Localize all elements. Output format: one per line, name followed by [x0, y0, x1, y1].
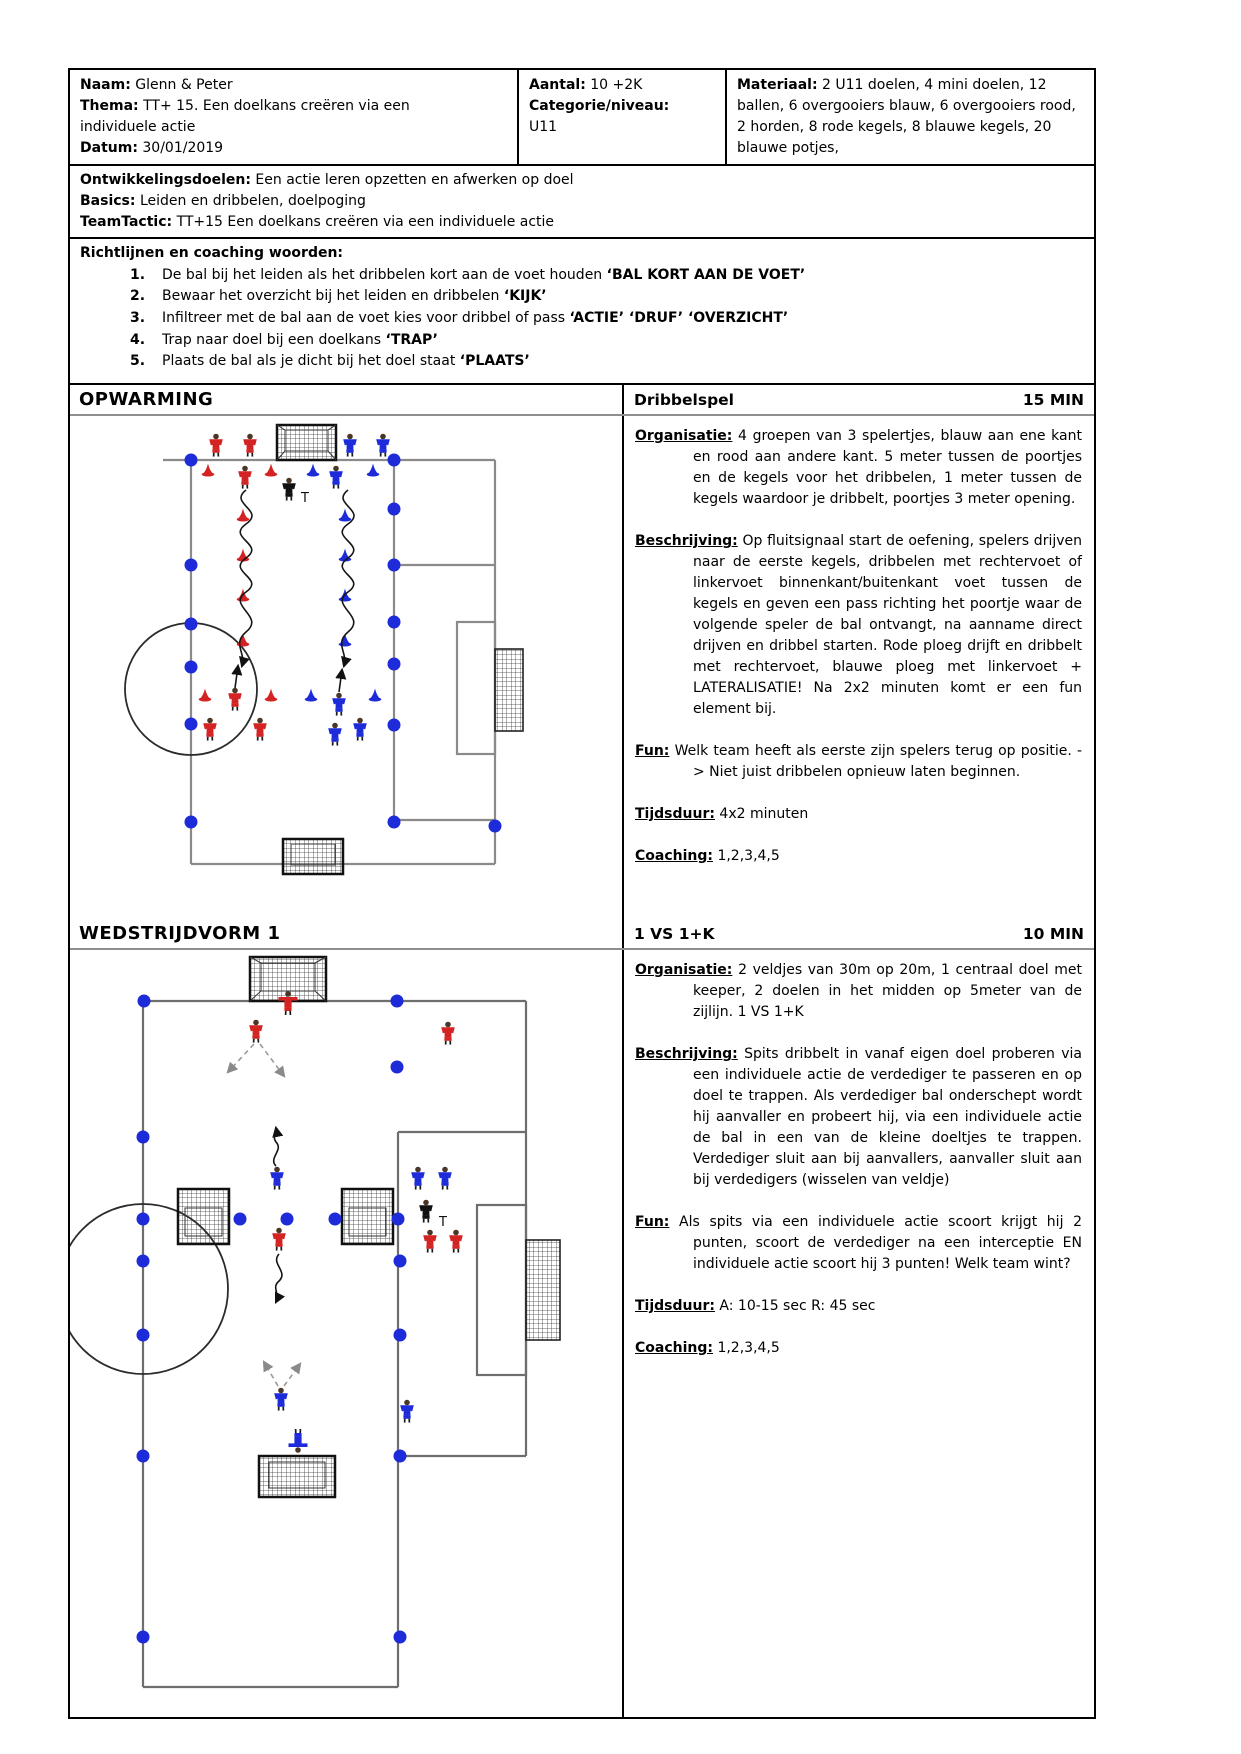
player-icon-red — [209, 434, 223, 457]
paragraph-label: Fun: — [635, 743, 670, 760]
blue-dot — [489, 820, 502, 833]
basics-value: Leiden en dribbelen, doelpoging — [139, 193, 366, 209]
blue-dot — [388, 454, 401, 467]
fun-paragraph — [635, 741, 1082, 783]
tijdsduur-paragraph — [635, 1296, 1082, 1317]
cone-icon — [305, 689, 318, 702]
training-plan-table — [68, 68, 1096, 1719]
section-header-opwarming — [70, 385, 1094, 416]
ontwikkelingsdoelen-line — [80, 170, 1084, 191]
aantal-value: 10 +2K — [590, 77, 643, 93]
categorie-value-line — [529, 117, 715, 138]
cone-icon — [367, 464, 380, 477]
organisatie-paragraph — [635, 426, 1082, 510]
opwarming-field-diagram — [70, 416, 622, 919]
side-goal-net — [495, 649, 523, 731]
blue-dot — [388, 503, 401, 516]
guidelines-title: Richtlijnen en coaching woorden: — [80, 245, 344, 261]
paragraph-text: 2 veldjes van 30m op 20m, 1 centraal doel met keeper, 2 doelen in het midden op 5meter van de zijlijn. 1 VS 1+K — [693, 962, 1083, 1021]
players — [203, 434, 390, 746]
mini-goal-right — [342, 1189, 393, 1244]
basics-line — [80, 191, 1084, 212]
guideline-text — [162, 265, 805, 287]
teamtactic-line — [80, 212, 1084, 233]
blue-dot — [137, 1450, 150, 1463]
beschrijving-paragraph — [635, 531, 1082, 720]
guideline-item — [130, 351, 1084, 373]
player-icon-blue — [270, 1167, 284, 1190]
dribble-paths — [235, 490, 354, 692]
cone-icon — [307, 464, 320, 477]
player-icon-blue — [329, 466, 343, 489]
aantal-line — [529, 75, 715, 96]
paragraph-label: Coaching: — [635, 848, 713, 865]
cone-icon — [199, 689, 212, 702]
cone-icon — [237, 509, 250, 522]
guideline-text — [162, 351, 530, 373]
categorie-label-line — [529, 96, 715, 117]
player-icon-blue — [343, 434, 357, 457]
paragraph-label: Organisatie: — [635, 428, 733, 445]
guideline-keyword: ‘TRAP’ — [385, 331, 438, 348]
guideline-keyword: ‘PLAATS’ — [459, 353, 530, 370]
trainer-label: T — [301, 491, 309, 507]
paragraph-text: 1,2,3,4,5 — [717, 848, 780, 865]
player-icon-red — [423, 1230, 437, 1253]
exercise-name: 1 VS 1+K — [634, 924, 715, 943]
guideline-body: Bewaar het overzicht bij het leiden en dribbelen — [162, 288, 504, 305]
guideline-item — [130, 286, 1084, 308]
datum-value: 30/01/2019 — [142, 140, 224, 156]
blue-dot — [137, 1329, 150, 1342]
paragraph-text: Welk team heeft als eerste zijn spelers terug op positie. -> Niet juist dribbelen opnieuw laten beginnen. — [674, 743, 1082, 781]
info-cell-count-category — [519, 70, 727, 164]
section-header-wedstrijdvorm — [70, 919, 1094, 950]
blue-dot — [185, 718, 198, 731]
player-icon-blue — [274, 1388, 288, 1411]
opwarming-diagram-cell — [70, 416, 624, 919]
player-icon-blue — [411, 1167, 425, 1190]
player-icon-red — [441, 1022, 455, 1045]
guideline-text — [162, 286, 547, 308]
goals-row — [70, 166, 1094, 239]
thema-label: Thema: — [80, 98, 139, 114]
player-icon-red — [249, 1020, 263, 1043]
bottom-goal — [283, 839, 343, 874]
blue-dot — [388, 719, 401, 732]
field-lines — [70, 1001, 526, 1687]
exercise-duration: 10 MIN — [1022, 924, 1084, 943]
paragraph-text: Op fluitsignaal start de oefening, spelers drijven naar de eerste kegels, dribbelen met rechtervoet of linkervoet binnenkant/buitenkant voet tussen de kegels en geven een pass richting het poortje waar de volgende speler de bal ontvangt, na aanname direct drijven en dribbel starten. Rode ploeg drijft en dribbelt met rechtervoet, blauwe ploeg met linkervoet + LATERALISATIE! Na 2x2 minuten komt er een fun element bij. — [693, 533, 1082, 718]
blue-dot — [137, 1255, 150, 1268]
paragraph-label: Beschrijving: — [635, 533, 738, 550]
blue-dot — [392, 1213, 405, 1226]
datum-label: Datum: — [80, 140, 138, 156]
paragraph-text: 4x2 minuten — [719, 806, 809, 823]
blue-dot — [329, 1213, 342, 1226]
paragraph-label: Coaching: — [635, 1340, 713, 1357]
organisatie-paragraph — [635, 960, 1082, 1023]
section-body-opwarming — [70, 416, 1094, 919]
player-icon-red — [238, 466, 252, 489]
paragraph-label: Tijdsduur: — [635, 806, 715, 823]
guideline-body: Trap naar doel bij een doelkans — [162, 331, 386, 348]
player-icon-blue — [376, 434, 390, 457]
materiaal-line — [737, 75, 1084, 159]
side-goal-net — [526, 1240, 560, 1340]
blue-dot — [185, 618, 198, 631]
blue-dot — [137, 1131, 150, 1144]
blue-dot — [394, 1255, 407, 1268]
blue-dot — [388, 616, 401, 629]
categorie-value: U11 — [529, 119, 558, 135]
cone-icon — [202, 464, 215, 477]
teamtactic-label: TeamTactic: — [80, 214, 173, 230]
cone-icon — [265, 689, 278, 702]
coaching-paragraph — [635, 1338, 1082, 1359]
guideline-number: 1. — [130, 266, 146, 283]
player-icon-red — [243, 434, 257, 457]
wedstrijdvorm-diagram-cell — [70, 950, 624, 1717]
categorie-label: Categorie/niveau: — [529, 98, 670, 114]
trainer-label: T — [439, 1215, 447, 1231]
blue-dot — [391, 1061, 404, 1074]
red-cones — [199, 464, 278, 702]
blue-dot — [138, 995, 151, 1008]
field-lines — [125, 460, 495, 864]
blue-dot — [234, 1213, 247, 1226]
section-title: WEDSTRIJDVORM 1 — [70, 919, 624, 948]
materiaal-value: 2 U11 doelen, 4 mini doelen, 12 ballen, 6 overgooiers blauw, 6 overgooiers rood, 2 horden, 8 rode kegels, 8 blauwe kegels, 20 blauwe potjes, — [737, 77, 1076, 156]
exercise-duration: 15 MIN — [1022, 390, 1084, 409]
guideline-keyword: ‘BAL KORT AAN DE VOET’ — [606, 266, 806, 283]
paragraph-text: A: 10-15 sec R: 45 sec — [719, 1298, 876, 1315]
bottom-goal — [259, 1456, 335, 1497]
beschrijving-paragraph — [635, 1044, 1082, 1191]
player-icon-red — [449, 1230, 463, 1253]
blue-dot — [394, 1450, 407, 1463]
guideline-number: 3. — [130, 310, 146, 327]
blue-dot — [185, 661, 198, 674]
blue-dot — [394, 1329, 407, 1342]
player-icon-red — [228, 688, 242, 711]
guideline-keyword: ‘KIJK’ — [503, 288, 547, 305]
guideline-text — [162, 330, 438, 352]
info-cell-name-theme-date — [70, 70, 519, 164]
blue-dot — [388, 658, 401, 671]
naam-value: Glenn & Peter — [135, 77, 233, 93]
tijdsduur-paragraph — [635, 804, 1082, 825]
blue-dot — [185, 559, 198, 572]
aantal-label: Aantal: — [529, 77, 586, 93]
guideline-text — [162, 308, 788, 330]
blue-dot — [137, 1631, 150, 1644]
guideline-item — [130, 308, 1084, 330]
exercise-name: Dribbelspel — [634, 390, 734, 409]
wedstrijdvorm-text-cell — [624, 950, 1094, 1717]
guideline-number: 4. — [130, 331, 146, 348]
paragraph-label: Beschrijving: — [635, 1046, 738, 1063]
datum-line — [80, 138, 447, 159]
coaching-paragraph — [635, 846, 1082, 867]
player-icon-blue — [400, 1400, 414, 1423]
info-cell-material — [727, 70, 1094, 164]
player-icon-blue — [332, 693, 346, 716]
blue-dot — [185, 454, 198, 467]
thema-line — [80, 96, 447, 138]
guideline-body: Plaats de bal als je dicht bij het doel staat — [162, 353, 460, 370]
cone-icon — [265, 464, 278, 477]
blue-potjes-dots — [137, 995, 407, 1644]
cone-icon — [339, 509, 352, 522]
guideline-item — [130, 330, 1084, 352]
paragraph-text: 1,2,3,4,5 — [717, 1340, 780, 1357]
section-body-wedstrijdvorm — [70, 950, 1094, 1717]
player-icon-red — [272, 1228, 286, 1251]
goalkeeper-icon-blue — [289, 1429, 308, 1453]
penalty-box — [477, 1205, 526, 1375]
ontwikkelingsdoelen-value: Een actie leren opzetten en afwerken op doel — [255, 172, 574, 188]
naam-line — [80, 75, 447, 96]
player-icon-blue — [438, 1167, 452, 1190]
paragraph-text: Als spits via een individuele actie scoort krijgt hij 2 punten, scoort de verdediger na een interceptie EN individuele actie scoort hij 3 punten! Welk team wint? — [679, 1214, 1083, 1273]
section-subheader — [624, 385, 1094, 414]
ontwikkelingsdoelen-label: Ontwikkelingsdoelen: — [80, 172, 251, 188]
trainer-icon — [282, 478, 296, 501]
mini-goal-left — [178, 1189, 229, 1244]
guideline-number: 2. — [130, 288, 146, 305]
guideline-body: De bal bij het leiden als het dribbelen kort aan de voet houden — [162, 266, 607, 283]
thema-value: TT+ 15. Een doelkans creëren via een individuele actie — [80, 98, 410, 135]
fun-paragraph — [635, 1212, 1082, 1275]
blue-dot — [137, 1213, 150, 1226]
guideline-body: Infiltreer met de bal aan de voet kies voor dribbel of pass — [162, 310, 570, 327]
paragraph-text: Spits dribbelt in vanaf eigen doel proberen via een individuele actie de verdediger te passeren en op doel te trappen. Als verdediger bal onderschept wordt hij aanvaller en probeert hij, via een individuele actie de bal in een van de kleine doeltjes te trappen. Verdediger sluit aan bij aanvallers, aanvaller sluit aan bij verdedigers (wisselen van veldje) — [693, 1046, 1083, 1189]
blue-dot — [394, 1631, 407, 1644]
paragraph-label: Fun: — [635, 1214, 670, 1231]
player-icon-red — [203, 718, 217, 741]
basics-label: Basics: — [80, 193, 136, 209]
blue-dot — [185, 816, 198, 829]
blue-dot — [281, 1213, 294, 1226]
section-title: OPWARMING — [70, 385, 624, 414]
player-icon-blue — [328, 723, 342, 746]
blue-dot — [388, 559, 401, 572]
teamtactic-value: TT+15 Een doelkans creëren via een individuele actie — [176, 214, 555, 230]
wedstrijdvorm-field-diagram — [70, 950, 622, 1715]
info-header-row — [70, 70, 1094, 166]
cone-icon — [369, 689, 382, 702]
guideline-keyword: ‘ACTIE’ ‘DRUF’ ‘OVERZICHT’ — [569, 310, 789, 327]
paragraph-text: 4 groepen van 3 spelertjes, blauw aan ene kant en rood aan andere kant. 5 meter tussen de poortjes en de kegels voor het dribbelen, 1 meter tussen de kegels waardoor je dribbelt, poortjes 3 meter opening. — [693, 428, 1082, 508]
blue-dot — [388, 816, 401, 829]
player-icon-blue — [353, 718, 367, 741]
materiaal-label: Materiaal: — [737, 77, 818, 93]
goal-area-box — [457, 622, 495, 754]
section-subheader — [624, 919, 1094, 948]
naam-label: Naam: — [80, 77, 131, 93]
top-goal — [277, 425, 336, 460]
player-icon-red — [253, 718, 267, 741]
paragraph-label: Tijdsduur: — [635, 1298, 715, 1315]
opwarming-text-cell — [624, 416, 1094, 919]
blue-dot — [391, 995, 404, 1008]
trainer-icon — [419, 1200, 433, 1223]
guidelines-row — [70, 239, 1094, 385]
guideline-item — [130, 265, 1084, 287]
guideline-number: 5. — [130, 353, 146, 370]
paragraph-label: Organisatie: — [635, 962, 733, 979]
